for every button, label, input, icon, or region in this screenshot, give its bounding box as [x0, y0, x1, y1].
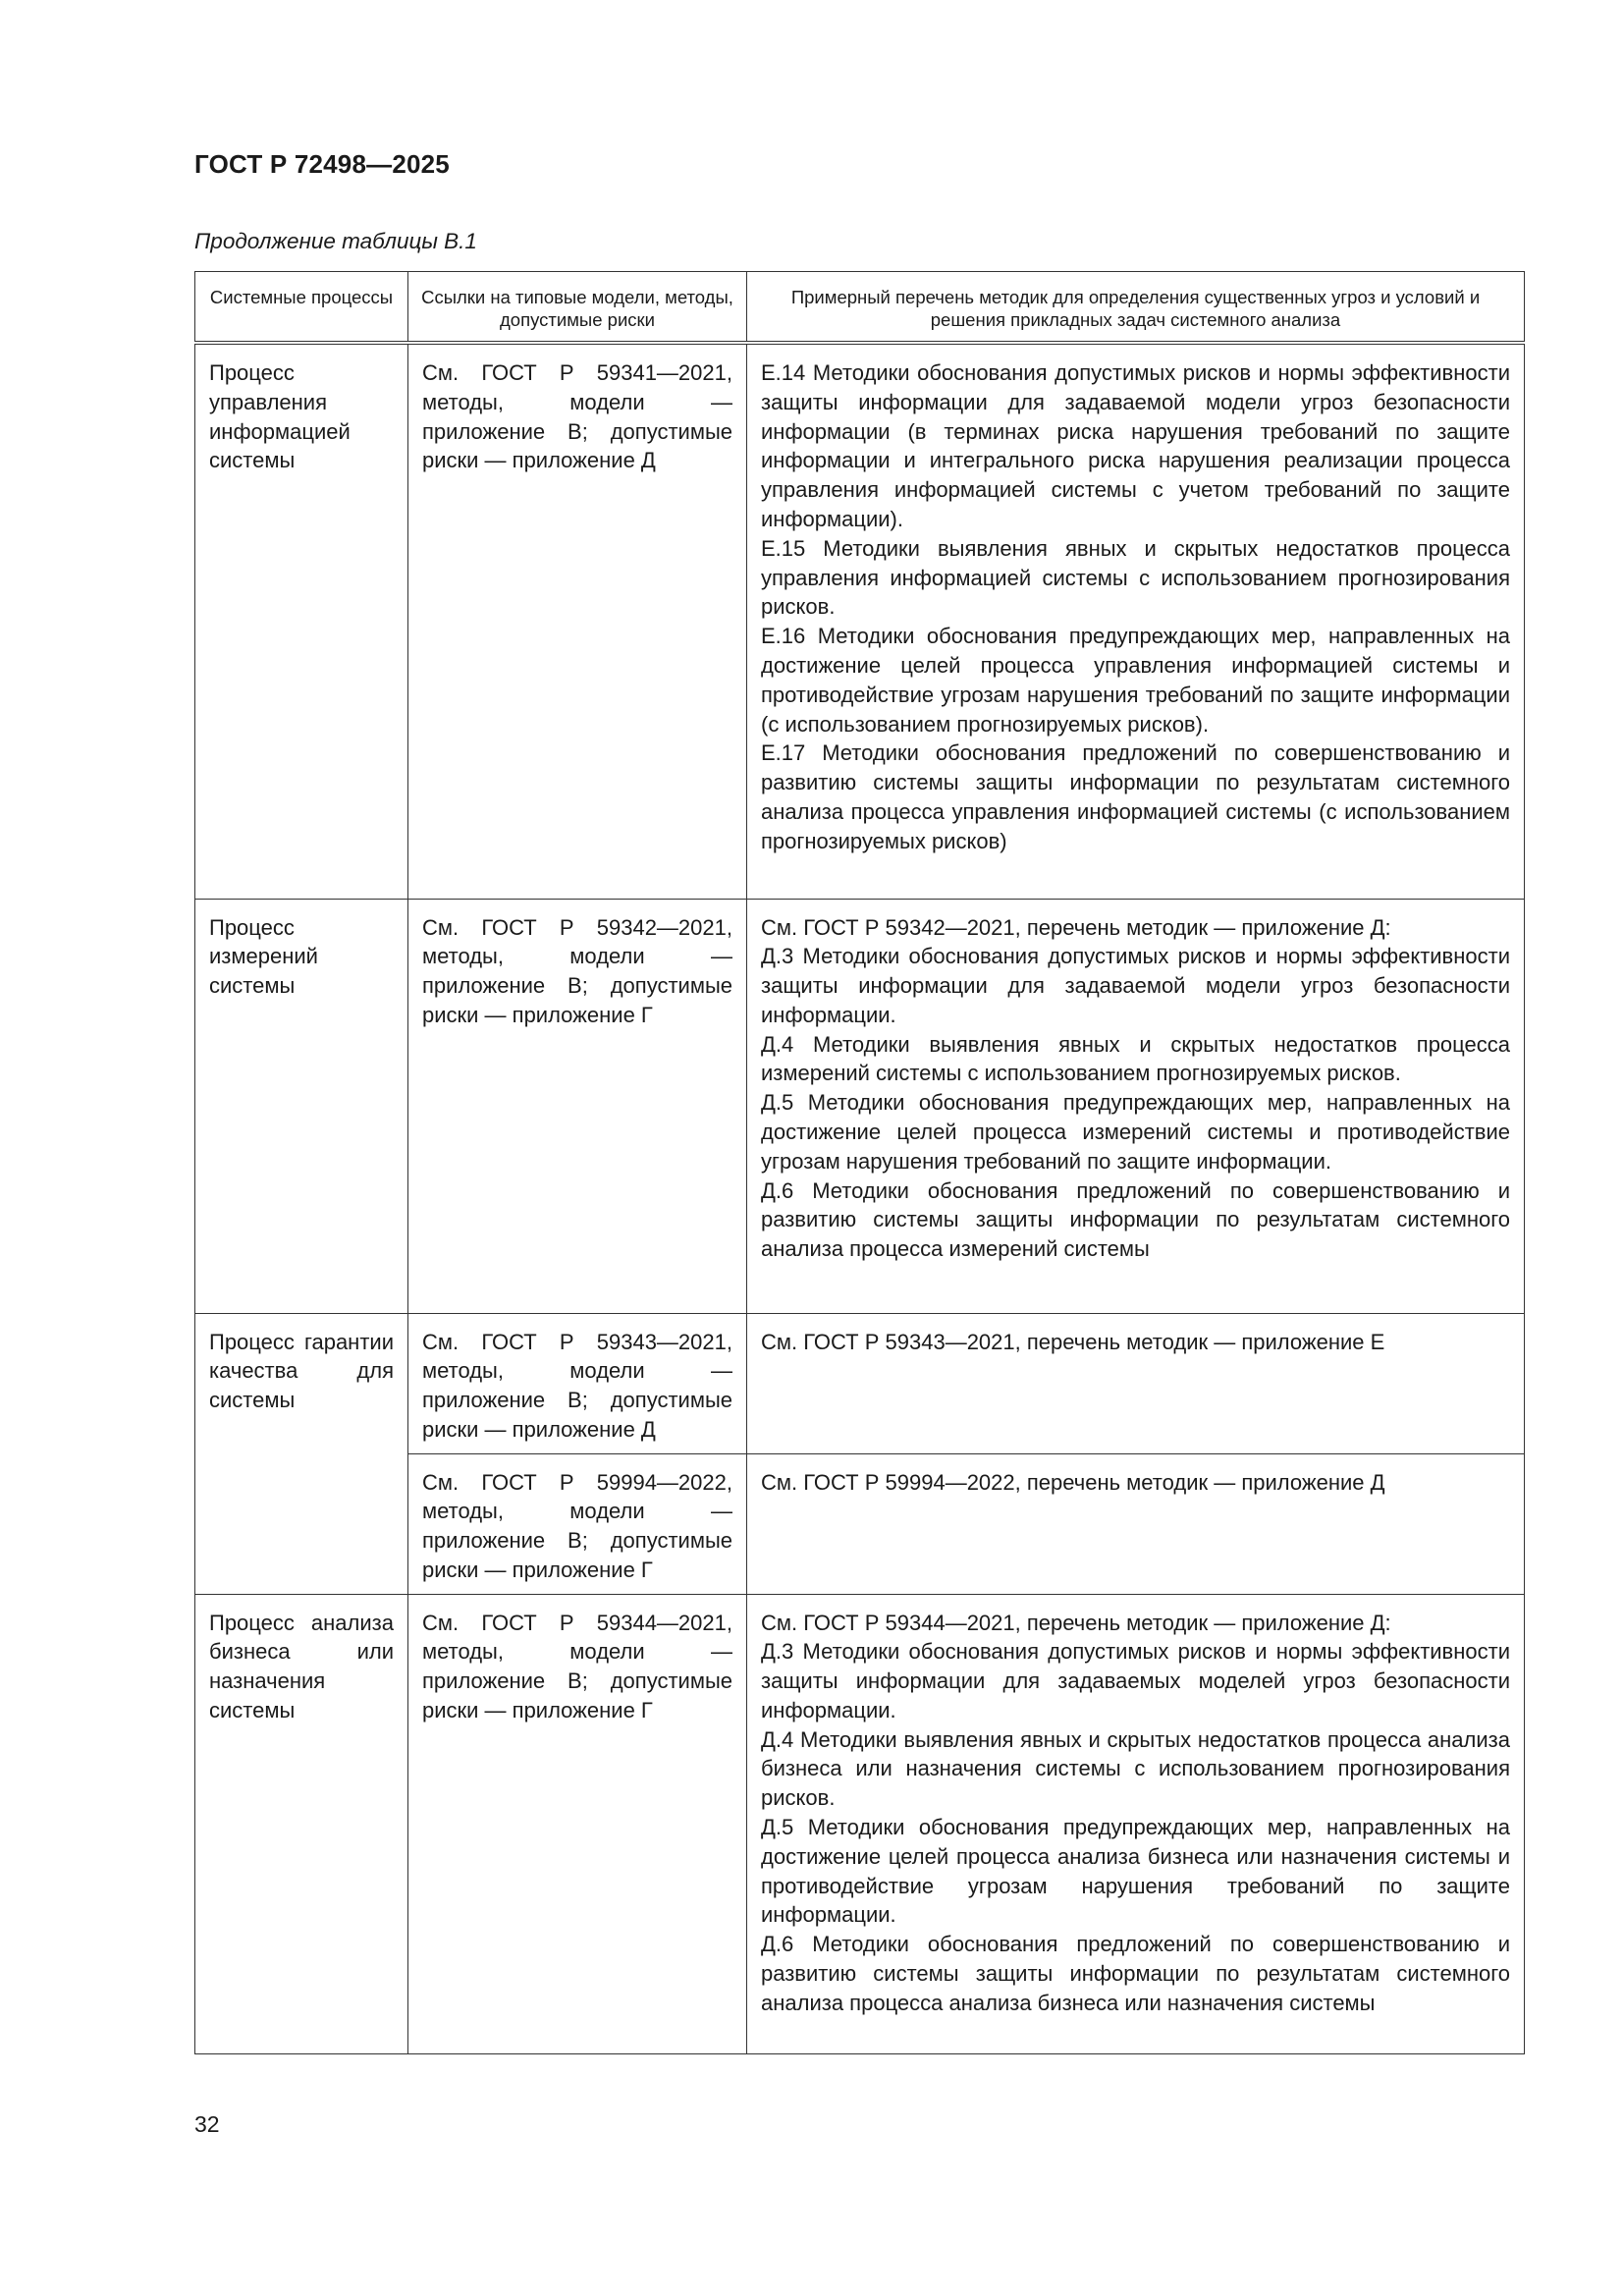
process-cell: Процесс гарантии качества для системы: [195, 1313, 408, 1594]
document-header: ГОСТ Р 72498—2025: [194, 149, 450, 179]
column-header-processes: Системные процессы: [195, 272, 408, 344]
method-item: Е.14 Методики обоснования допустимых рисков и нормы эффективности защиты информации для задаваемой модели угроз безопасности информации (в терминах риска нарушения требований по защите информации и интегрального риска нарушения реализации процесса управления информацией системы с учетом требований по защите информации).: [761, 360, 1510, 531]
process-cell: Процесс измерений системы: [195, 899, 408, 1313]
references-cell: См. ГОСТ Р 59342—2021, методы, модели — приложение В; допустимые риски — приложение Г: [408, 899, 747, 1313]
methods-table: [194, 271, 1525, 2054]
table-row: [195, 1594, 1525, 2053]
methods-cell: [747, 899, 1525, 1313]
method-item: Д.4 Методики выявления явных и скрытых недостатков процесса анализа бизнеса или назначения системы с использованием прогнозирования рисков.: [761, 1726, 1510, 1811]
methods-cell: [747, 1594, 1525, 2053]
method-item: См. ГОСТ Р 59994—2022, перечень методик — приложение Д: [761, 1469, 1385, 1495]
references-cell: См. ГОСТ Р 59341—2021, методы, модели — приложение В; допустимые риски — приложение Д: [408, 343, 747, 899]
table-header-row: [195, 272, 1525, 344]
table-row: [195, 899, 1525, 1313]
table-row: [195, 1313, 1525, 1453]
method-item: Д.3 Методики обоснования допустимых рисков и нормы эффективности защиты информации для задаваемых моделей угроз безопасности информации.: [761, 1639, 1510, 1722]
method-item: Д.6 Методики обоснования предложений по совершенствованию и развитию системы защиты информации по результатам системного анализа процесса измерений системы: [761, 1177, 1510, 1262]
table-row: [195, 343, 1525, 899]
page-number: 32: [194, 2111, 220, 2137]
process-cell: Процесс анализа бизнеса или назначения системы: [195, 1594, 408, 2053]
methods-cell: [747, 1453, 1525, 1594]
method-item: Е.15 Методики выявления явных и скрытых недостатков процесса управления информацией системы с использованием прогнозирования рисков.: [761, 535, 1510, 620]
method-item: Е.17 Методики обоснования предложений по совершенствованию и развитию системы защиты информации по результатам системного анализа процесса управления информацией системы (с использованием прогнозируемых рисков): [761, 740, 1510, 853]
method-item: См. ГОСТ Р 59342—2021, перечень методик — приложение Д:: [761, 914, 1391, 940]
table-caption: Продолжение таблицы В.1: [194, 229, 477, 253]
method-item: Д.5 Методики обоснования предупреждающих мер, направленных на достижение целей процесса измерений системы и противодействие угрозам нарушения требований по защите информации.: [761, 1090, 1510, 1174]
column-header-methods: Примерный перечень методик для определения существенных угроз и условий и решения прикладных задач системного анализа: [747, 272, 1525, 344]
method-item: Д.5 Методики обоснования предупреждающих мер, направленных на достижение целей процесса анализа бизнеса или назначения системы и противодействие угрозам нарушения требований по защите информации.: [761, 1815, 1510, 1928]
references-cell: См. ГОСТ Р 59344—2021, методы, модели — приложение В; допустимые риски — приложение Г: [408, 1594, 747, 2053]
references-cell: См. ГОСТ Р 59343—2021, методы, модели — приложение В; допустимые риски — приложение Д: [408, 1313, 747, 1453]
methods-cell: [747, 343, 1525, 899]
methods-cell: [747, 1313, 1525, 1453]
method-item: Д.4 Методики выявления явных и скрытых недостатков процесса измерений системы с использованием прогнозируемых рисков.: [761, 1031, 1510, 1086]
method-item: См. ГОСТ Р 59344—2021, перечень методик — приложение Д:: [761, 1610, 1391, 1635]
method-item: См. ГОСТ Р 59343—2021, перечень методик — приложение Е: [761, 1329, 1385, 1354]
method-item: Д.6 Методики обоснования предложений по совершенствованию и развитию системы защиты информации по результатам системного анализа процесса анализа бизнеса или назначения системы: [761, 1932, 1510, 2015]
method-item: Е.16 Методики обоснования предупреждающих мер, направленных на достижение целей процесса управления информацией системы и противодействие угрозам нарушения требований по защите информации (с использованием прогнозируемых рисков).: [761, 624, 1510, 737]
references-cell: См. ГОСТ Р 59994—2022, методы, модели — приложение В; допустимые риски — приложение Г: [408, 1453, 747, 1594]
method-item: Д.3 Методики обоснования допустимых рисков и нормы эффективности защиты информации для задаваемой модели угроз безопасности информации.: [761, 944, 1510, 1027]
process-cell: Процесс управления информацией системы: [195, 343, 408, 899]
column-header-references: Ссылки на типовые модели, методы, допустимые риски: [408, 272, 747, 344]
